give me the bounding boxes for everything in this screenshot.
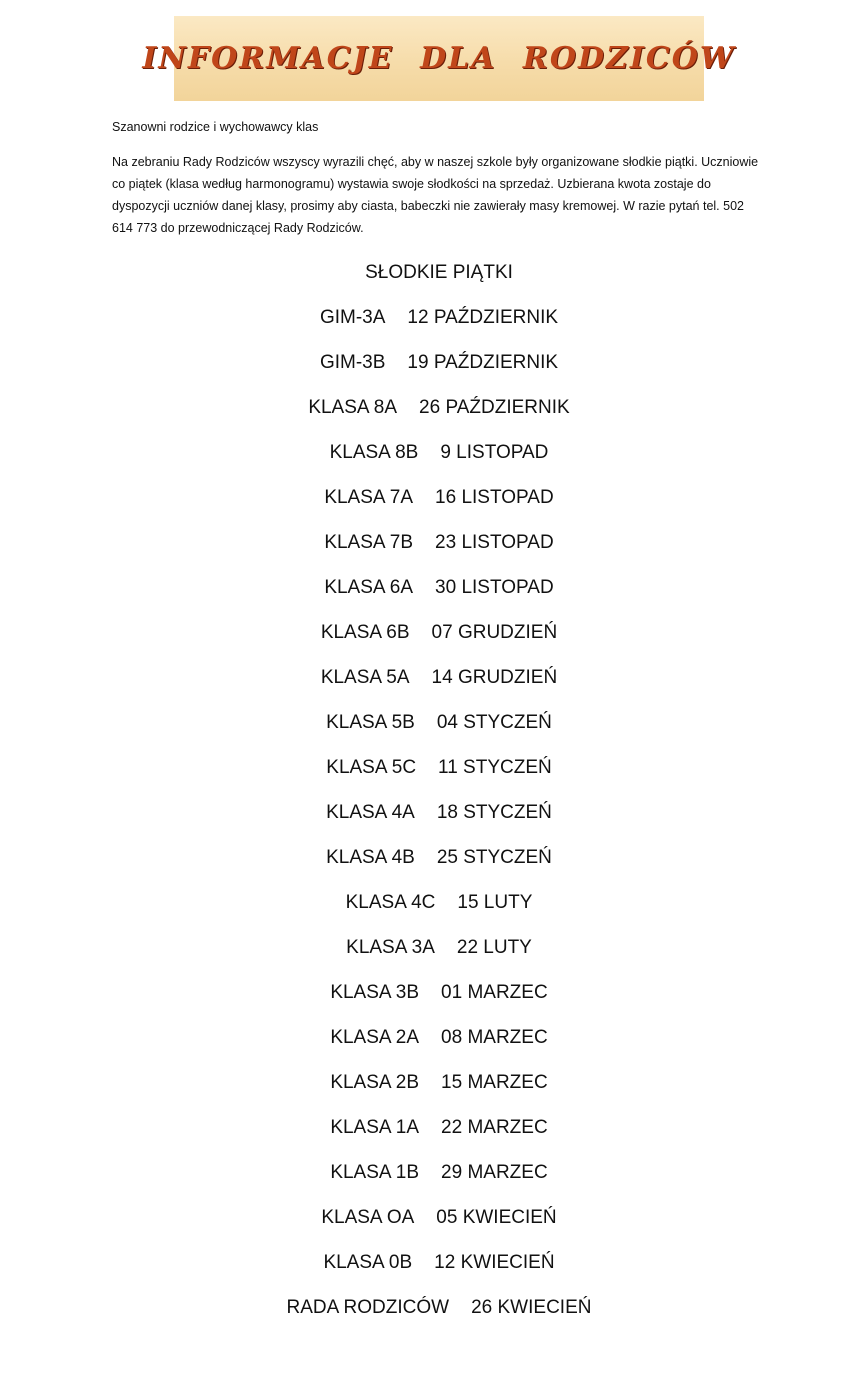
friday-date: 18 STYCZEŃ <box>436 802 552 823</box>
class-name: KLASA 6B <box>320 622 410 643</box>
class-name: RADA RODZICÓW <box>286 1297 450 1318</box>
friday-date: 07 GRUDZIEŃ <box>431 622 558 643</box>
class-name: KLASA 0B <box>323 1252 413 1273</box>
schedule-title: SŁODKIE PIĄTKI <box>365 262 513 283</box>
schedule-row <box>0 1105 850 1150</box>
friday-date: 15 LUTY <box>457 892 533 913</box>
schedule-row <box>0 970 850 1015</box>
schedule-row <box>0 385 850 430</box>
friday-date: 25 STYCZEŃ <box>436 847 552 868</box>
friday-date: 16 LISTOPAD <box>435 487 554 508</box>
friday-date: 15 MARZEC <box>441 1072 548 1093</box>
schedule-row <box>0 610 850 655</box>
friday-date: 22 LUTY <box>456 937 532 958</box>
schedule-list <box>0 250 850 1330</box>
friday-date: 30 LISTOPAD <box>435 577 554 598</box>
friday-date: 26 PAŹDZIERNIK <box>419 397 570 418</box>
friday-date: 9 LISTOPAD <box>440 442 549 463</box>
friday-date: 12 PAŹDZIERNIK <box>407 307 559 328</box>
intro-paragraph: Na zebraniu Rady Rodziców wszyscy wyrazili chęć, aby w naszej szkole były organizowane słodkie piątki. Uczniowie co piątek (klasa według harmonogramu) wystawia swoje słodkości na sprzedaż. Uzbierana kwota zostaje do dyspozycji uczniów danej klasy, prosimy aby ciasta, babeczki nie zawierały masy kremowej. W razie pytań tel. 502 614 773 do przewodniczącej Rady Rodziców. <box>112 155 759 235</box>
schedule-row <box>0 700 850 745</box>
greeting-text: Szanowni rodzice i wychowawcy klas <box>112 120 319 134</box>
friday-date: 19 PAŹDZIERNIK <box>407 352 559 373</box>
class-name: KLASA OA <box>321 1207 415 1228</box>
schedule-row <box>0 655 850 700</box>
schedule-row <box>0 295 850 340</box>
schedule-row <box>0 1060 850 1105</box>
class-name: KLASA 1B <box>330 1162 420 1183</box>
class-name: GIM-3B <box>319 352 386 373</box>
schedule-row <box>0 880 850 925</box>
friday-date: 29 MARZEC <box>441 1162 548 1183</box>
schedule-row <box>0 925 850 970</box>
class-name: KLASA 6A <box>324 577 414 598</box>
schedule-row <box>0 1285 850 1330</box>
schedule-row <box>0 1015 850 1060</box>
schedule-row <box>0 745 850 790</box>
friday-date: 11 STYCZEŃ <box>438 757 552 778</box>
friday-date: 08 MARZEC <box>441 1027 548 1048</box>
class-name: KLASA 8A <box>308 397 398 418</box>
schedule-row <box>0 1240 850 1285</box>
schedule-row <box>0 1195 850 1240</box>
class-name: KLASA 4B <box>326 847 415 868</box>
banner-title: INFORMACJE DLA RODZICÓW <box>142 41 736 76</box>
class-name: KLASA 3A <box>346 937 435 958</box>
friday-date: 14 GRUDZIEŃ <box>431 667 558 688</box>
friday-date: 26 KWIECIEŃ <box>471 1297 592 1318</box>
class-name: KLASA 4C <box>345 892 436 913</box>
class-name: KLASA 2A <box>330 1027 420 1048</box>
class-name: KLASA 5B <box>326 712 415 733</box>
schedule-row <box>0 430 850 475</box>
friday-date: 12 KWIECIEŃ <box>434 1252 555 1273</box>
schedule-row <box>0 1150 850 1195</box>
schedule-row <box>0 565 850 610</box>
class-name: KLASA 7B <box>324 532 414 553</box>
schedule-row <box>0 340 850 385</box>
class-name: KLASA 7A <box>324 487 414 508</box>
class-name: KLASA 5C <box>326 757 417 778</box>
class-name: KLASA 5A <box>320 667 410 688</box>
class-name: KLASA 2B <box>330 1072 420 1093</box>
header-banner <box>142 16 736 101</box>
schedule-row <box>0 790 850 835</box>
schedule-row <box>0 520 850 565</box>
schedule-row <box>0 475 850 520</box>
friday-date: 04 STYCZEŃ <box>436 712 552 733</box>
class-name: KLASA 4A <box>326 802 415 823</box>
friday-date: 05 KWIECIEŃ <box>436 1207 557 1228</box>
class-name: GIM-3A <box>319 307 386 328</box>
class-name: KLASA 8B <box>329 442 419 463</box>
class-name: KLASA 3B <box>330 982 420 1003</box>
schedule-row <box>0 835 850 880</box>
class-name: KLASA 1A <box>330 1117 420 1138</box>
friday-date: 22 MARZEC <box>441 1117 548 1138</box>
friday-date: 01 MARZEC <box>441 982 548 1003</box>
friday-date: 23 LISTOPAD <box>435 532 554 553</box>
